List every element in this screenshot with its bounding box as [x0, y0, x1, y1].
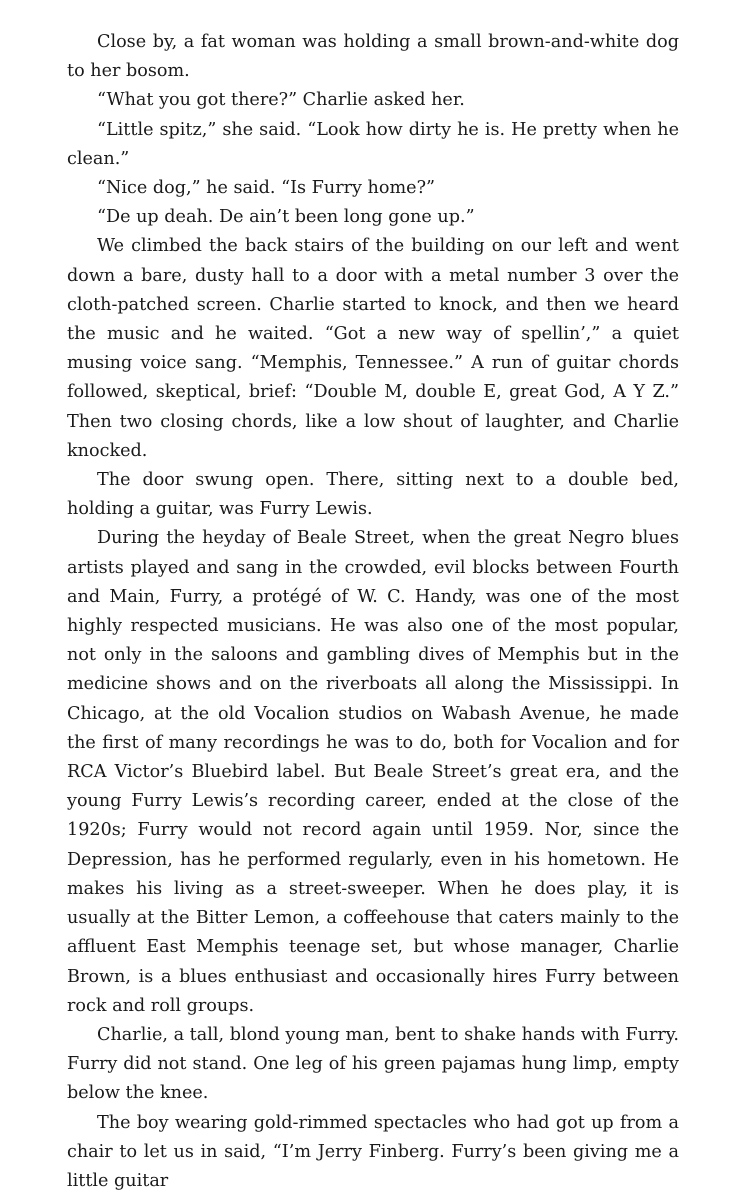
paragraph: “De up deah. De ain’t been long gone up.” [97, 207, 475, 228]
book-page [67, 28, 679, 1196]
paragraph: The door swung open. There, sitting next to a double bed, holding a guitar, was Furry Lewis. [67, 470, 679, 520]
paragraph: During the heyday of Beale Street, when the great Negro blues artists played and sang in the crowded, evil blocks between Fourth and Main, Furry, a protégé of W. C. Handy, was one of the most highly respected musicians. He was also one of the most popular, not only in the saloons and gambling dives of Memphis but in the medicine shows and on the riverboats all along the Mississippi. In Chicago, at the old Vocalion studios on Wabash Avenue, he made the first of many recordings he was to do, both for Vocalion and for RCA Victor’s Bluebird label. But Beale Street’s great era, and the young Furry Lewis’s recording career, ended at the close of the 1920s; Furry would not record again until 1959. Nor, since the Depression, has he performed regularly, even in his hometown. He makes his living as a street-sweeper. When he does play, it is usually at the Bitter Lemon, a coffeehouse that caters mainly to the affluent East Memphis teenage set, but whose manager, Charlie Brown, is a blues enthusiast and occasionally hires Furry between rock and roll groups. [67, 528, 679, 1016]
paragraph: “Nice dog,” he said. “Is Furry home?” [97, 178, 436, 199]
paragraph: Charlie, a tall, blond young man, bent to shake hands with Furry. Furry did not stand. One leg of his green pajamas hung limp, empty below the knee. [67, 1024, 679, 1104]
paragraph: The boy wearing gold-rimmed spectacles who had got up from a chair to let us in said, “I’m Jerry Finberg. Furry’s been giving me a little guitar [67, 1112, 679, 1191]
paragraph: “What you got there?” Charlie asked her. [97, 90, 465, 111]
paragraph: Close by, a fat woman was holding a small brown-and-white dog to her bosom. [67, 32, 679, 82]
paragraph: “Little spitz,” she said. “Look how dirty he is. He pretty when he clean.” [67, 119, 679, 169]
paragraph: We climbed the back stairs of the building on our left and went down a bare, dusty hall to a door with a metal number 3 over the cloth-patched screen. Charlie started to knock, and then we heard the music and he waited. “Got a new way of spellin’,” a quiet musing voice sang. “Memphis, Tennessee.” A run of guitar chords followed, skeptical, brief: “Double M, double E, great God, A Y Z.” Then two closing chords, like a low shout of laughter, and Charlie knocked. [67, 236, 679, 461]
